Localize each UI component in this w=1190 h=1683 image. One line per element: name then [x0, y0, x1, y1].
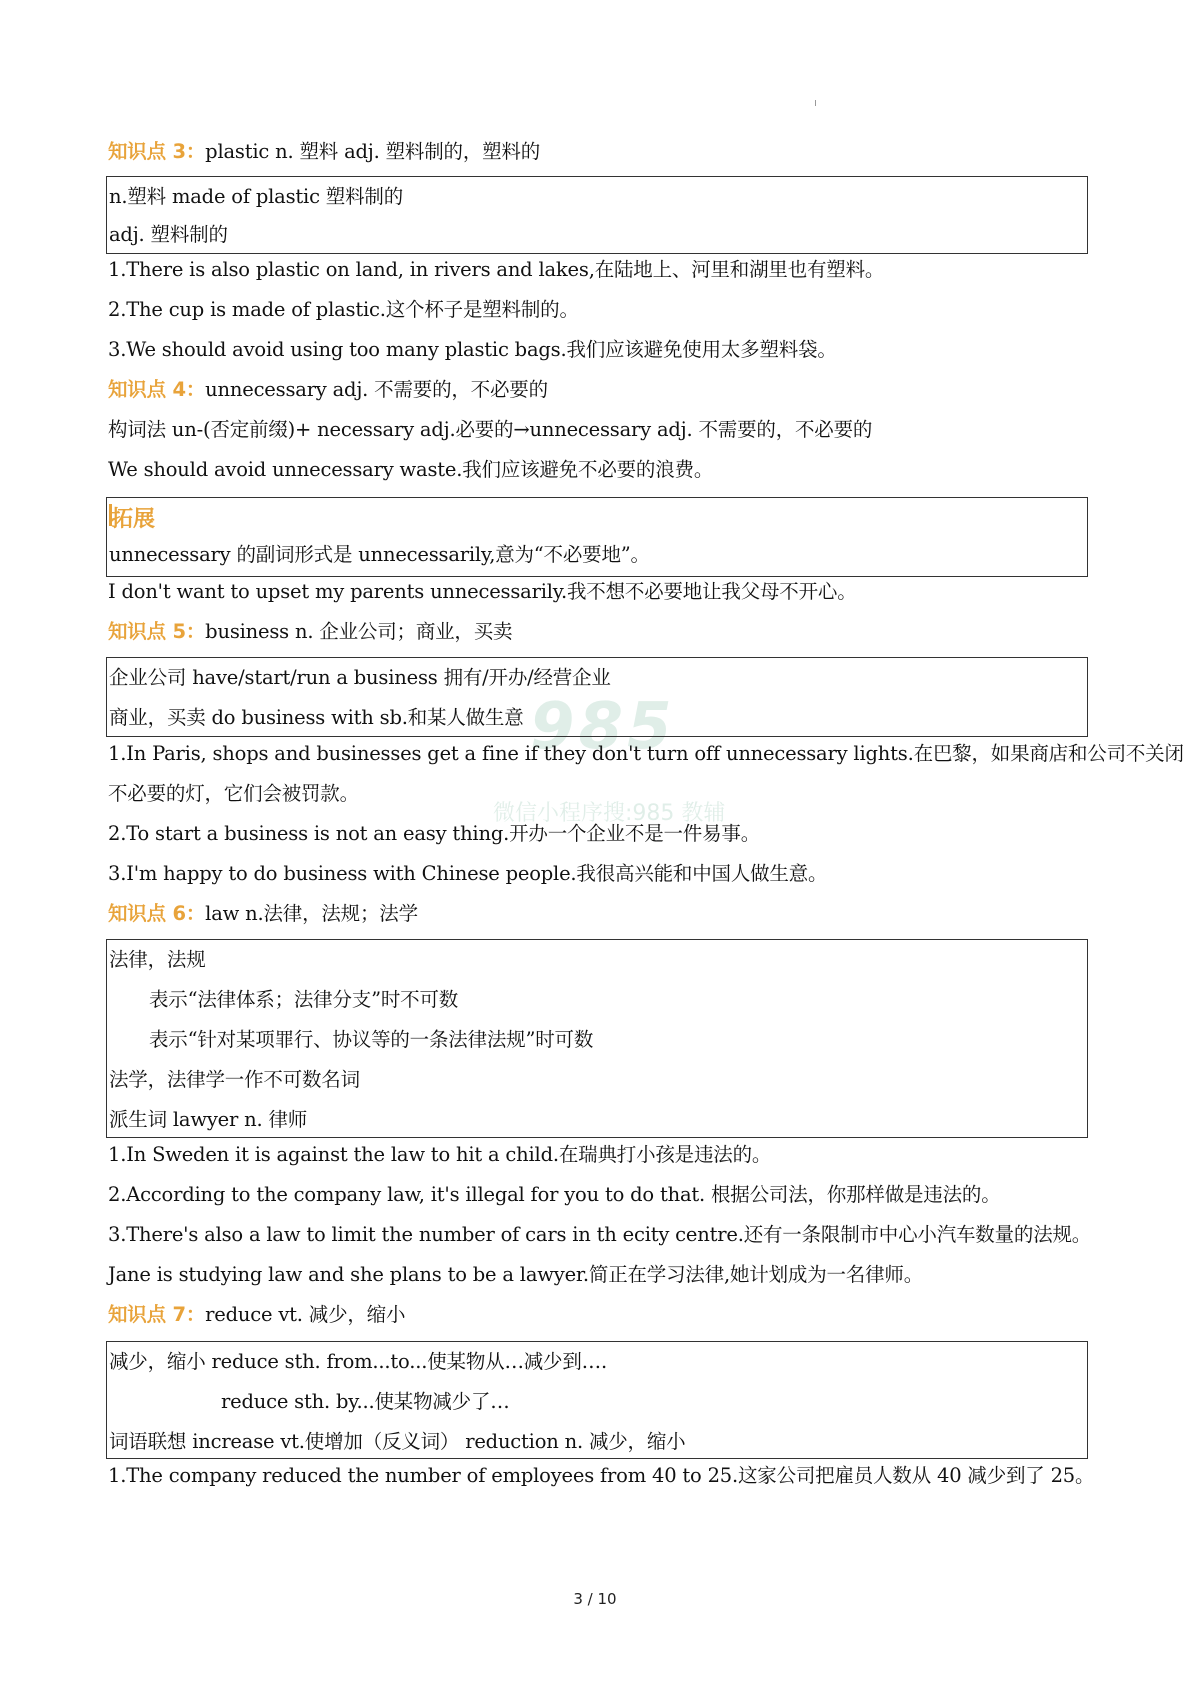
watermark-text: 微信小程序搜:985 教辅: [493, 801, 726, 826]
kp6-label: 知识点 6：: [108, 902, 206, 925]
kp6-title: law n.法律，法规；法学: [205, 902, 418, 925]
kp3-label: 知识点 3：: [108, 140, 206, 163]
kp7-title: reduce vt. 减少，缩小: [205, 1303, 406, 1326]
kp3-box-line: adj. 塑料制的: [109, 223, 228, 246]
watermark-logo: 985: [530, 690, 676, 764]
kp5-heading: [108, 619, 512, 645]
kp4-line: We should avoid unnecessary waste.我们应该避免不必要的浪费。: [108, 458, 714, 481]
kp3-box: [106, 176, 1088, 254]
kp6-box-line: 表示“法律体系；法律分支”时不可数: [149, 988, 459, 1011]
kp3-box-line: n.塑料 made of plastic 塑料制的: [109, 185, 403, 208]
kp3-example: 2.The cup is made of plastic.这个杯子是塑料制的。: [108, 298, 579, 321]
kp6-heading: [108, 901, 418, 927]
kp3-title: plastic n. 塑料 adj. 塑料制的，塑料的: [205, 140, 541, 163]
kp4-title: unnecessary adj. 不需要的，不必要的: [205, 378, 548, 401]
kp6-box-line: 表示“针对某项罪行、协议等的一条法律法规”时可数: [149, 1028, 594, 1051]
kp4-heading: [108, 377, 548, 403]
kp7-box-line: reduce sth. by...使某物减少了…: [221, 1390, 510, 1413]
kp5-label: 知识点 5：: [108, 620, 206, 643]
kp6-example: 3.There's also a law to limit the number of cars in th ecity centre.还有一条限制市中心小汽车数量的法规。: [108, 1223, 1092, 1246]
kp7-box-line: 词语联想 increase vt.使增加（反义词） reduction n. 减少，缩小: [109, 1430, 686, 1453]
kp5-box-line: 商业，买卖 do business with sb.和某人做生意: [109, 706, 524, 729]
kp6-box: [106, 939, 1088, 1138]
kp4-example: I don't want to upset my parents unnecessarily.我不想不必要地让我父母不开心。: [108, 580, 857, 603]
kp5-example: 不必要的灯，它们会被罚款。: [108, 782, 359, 805]
kp6-example: Jane is studying law and she plans to be a lawyer.简正在学习法律,她计划成为一名律师。: [108, 1263, 923, 1286]
kp6-box-line: 法学，法律学一作不可数名词: [109, 1068, 360, 1091]
kp5-title: business n. 企业公司；商业，买卖: [205, 620, 513, 643]
kp5-box: [106, 657, 1088, 737]
kp5-box-line: 企业公司 have/start/run a business 拥有/开办/经营企业: [109, 666, 611, 689]
kp5-example: 2.To start a business is not an easy thing.开办一个企业不是一件易事。: [108, 822, 761, 845]
kp5-example: 1.In Paris, shops and businesses get a fine if they don't turn off unnecessary lights.在巴黎，如果商店和公司不关闭: [108, 742, 1184, 765]
kp6-example: 2.According to the company law, it's illegal for you to do that. 根据公司法，你那样做是违法的。: [108, 1183, 1001, 1206]
extension-label: 拓展: [111, 507, 156, 532]
kp4-line: 构词法 un-(否定前缀)+ necessary adj.必要的→unnecessary adj. 不需要的，不必要的: [108, 418, 873, 441]
kp7-example: 1.The company reduced the number of employees from 40 to 25.这家公司把雇员人数从 40 减少到了 25。: [108, 1464, 1095, 1487]
page-tick-mark: [815, 100, 816, 106]
kp3-example: 1.There is also plastic on land, in rivers and lakes,在陆地上、河里和湖里也有塑料。: [108, 258, 885, 281]
kp7-box-line: 减少，缩小 reduce sth. from...to...使某物从…减少到….: [109, 1350, 607, 1373]
kp7-box: [106, 1341, 1088, 1459]
kp4-extension-box: [106, 497, 1088, 577]
kp3-heading: [108, 139, 540, 165]
kp6-example: 1.In Sweden it is against the law to hit a child.在瑞典打小孩是违法的。: [108, 1143, 772, 1166]
kp6-box-line: 法律，法规: [109, 948, 206, 971]
kp4-label: 知识点 4：: [108, 378, 206, 401]
kp7-label: 知识点 7：: [108, 1303, 206, 1326]
kp7-heading: [108, 1302, 405, 1328]
page-number: 3 / 10: [573, 1590, 617, 1608]
kp6-box-line: 派生词 lawyer n. 律师: [109, 1108, 308, 1131]
kp3-example: 3.We should avoid using too many plastic bags.我们应该避免使用太多塑料袋。: [108, 338, 837, 361]
extension-text: unnecessary 的副词形式是 unnecessarily,意为“不必要地”。: [109, 543, 650, 566]
kp5-example: 3.I'm happy to do business with Chinese people.我很高兴能和中国人做生意。: [108, 862, 828, 885]
